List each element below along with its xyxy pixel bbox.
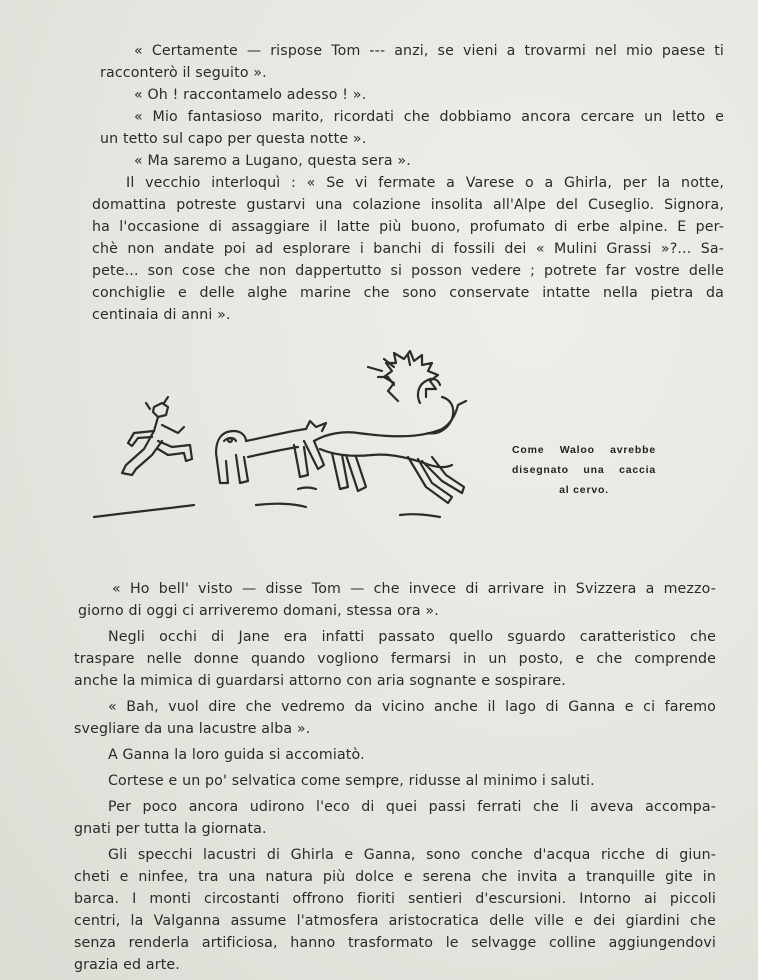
paragraph	[100, 106, 724, 150]
text-line: pete... son cose che non dappertutto si posson vedere ; potrete far vostre delle	[92, 263, 724, 279]
text-line: anche la mimica di guardarsi attorno con aria sognante e sospirare.	[74, 673, 566, 689]
text-line: cheti e ninfee, tra una natura più dolce e serena che invita a tranquille gite in	[74, 869, 716, 885]
text-line: svegliare da una lacustre alba ».	[74, 721, 311, 737]
paragraph	[74, 844, 716, 976]
illustration-caption	[512, 440, 656, 500]
ground-line	[400, 514, 440, 517]
caption-line: disegnato una caccia	[512, 464, 656, 476]
text-line: un tetto sul capo per questa notte ».	[100, 131, 367, 147]
text-line: « Ma saremo a Lugano, questa sera ».	[134, 153, 411, 169]
text-line: centinaia di anni ».	[92, 307, 231, 323]
text-line: ha l'occasione di assaggiare il latte più buono, profumato di erbe alpine. E per-	[92, 219, 724, 235]
text-line: « Ho bell' visto — disse Tom — che invece di arrivare in Svizzera a mezzo-	[112, 581, 716, 597]
text-line: Il vecchio interloquì : « Se vi fermate a Varese o a Ghirla, per la notte,	[126, 175, 724, 191]
text-line: Negli occhi di Jane era infatti passato quello sguardo caratteristico che	[108, 629, 716, 645]
ground-line	[298, 488, 316, 490]
text-line: chè non andate poi ad esplorare i banchi di fossili dei « Mulini Grassi »?... Sa-	[92, 241, 724, 257]
deer-figure	[314, 351, 466, 503]
caption-line: Come Waloo avrebbe	[512, 444, 656, 456]
text-line: racconterò il seguito ».	[100, 65, 267, 81]
text-line: « Oh ! raccontamelo adesso ! ».	[134, 87, 367, 103]
paragraph	[74, 744, 716, 766]
deer-hunt-illustration	[88, 345, 468, 535]
text-line: Per poco ancora udirono l'eco di quei passi ferrati che li aveva accompa-	[108, 799, 716, 815]
caption-line: al cervo.	[559, 484, 609, 496]
paragraph	[100, 40, 724, 84]
text-line: barca. I monti circostanti offrono fioriti sentieri d'escursioni. Intorno ai piccoli	[74, 891, 716, 907]
paragraph	[74, 770, 716, 792]
paragraph	[100, 150, 724, 172]
text-line: giorno di oggi ci arriveremo domani, stessa ora ».	[78, 603, 439, 619]
top-text-block	[92, 40, 724, 326]
text-line: domattina potreste gustarvi una colazione insolita all'Alpe del Cuseglio. Signora,	[92, 197, 724, 213]
paragraph	[92, 172, 724, 326]
dog-figure	[216, 421, 326, 483]
text-line: senza renderla artificiosa, hanno trasformato le selvagge colline aggiungendovi	[74, 935, 716, 951]
text-line: Gli specchi lacustri di Ghirla e Ganna, sono conche d'acqua ricche di giun-	[108, 847, 716, 863]
ground-line	[256, 504, 306, 507]
text-line: « Mio fantasioso marito, ricordati che dobbiamo ancora cercare un letto e	[134, 109, 724, 125]
paragraph	[74, 796, 716, 840]
text-line: « Certamente — rispose Tom --- anzi, se vieni a trovarmi nel mio paese ti	[134, 43, 724, 59]
hunter-figure	[122, 397, 192, 475]
text-line: gnati per tutta la giornata.	[74, 821, 267, 837]
text-line: conchiglie e delle alghe marine che sono conservate intatte nella pietra da	[92, 285, 724, 301]
text-line: centri, la Valganna assume l'atmosfera aristocratica delle ville e dei giardini che	[74, 913, 716, 929]
paragraph	[78, 578, 716, 622]
text-line: A Ganna la loro guida si accomiatò.	[108, 747, 365, 763]
paragraph	[74, 696, 716, 740]
bottom-text-block	[74, 578, 716, 976]
text-line: grazia ed arte.	[74, 957, 180, 973]
paragraph	[74, 626, 716, 692]
text-line: Cortese e un po' selvatica come sempre, ridusse al minimo i saluti.	[108, 773, 595, 789]
text-line: traspare nelle donne quando vogliono fermarsi in un posto, e che comprende	[74, 651, 716, 667]
text-line: « Bah, vuol dire che vedremo da vicino anche il lago di Ganna e ci faremo	[108, 699, 716, 715]
ground-line	[94, 505, 194, 517]
paragraph	[100, 84, 724, 106]
